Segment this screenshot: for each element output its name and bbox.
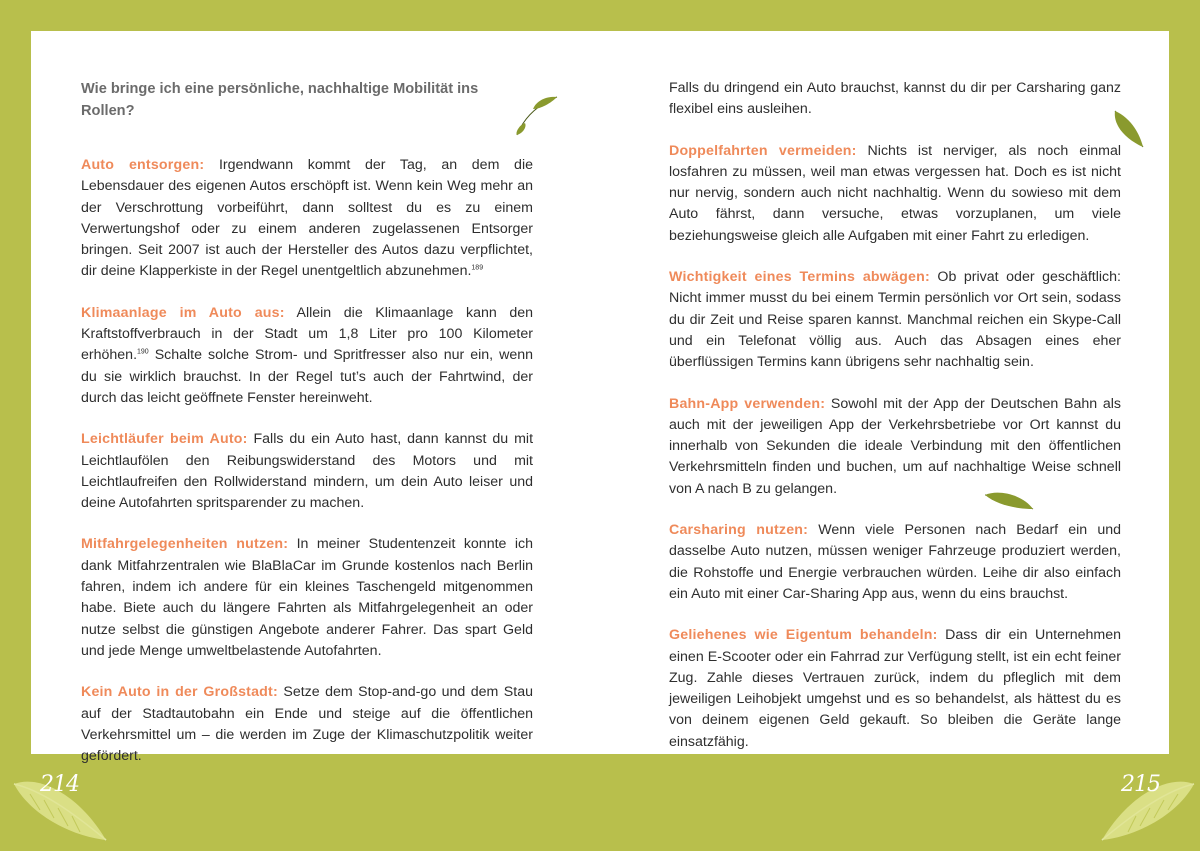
tip-text: In meiner Studentenzeit konnte ich dank Mitfahrzentralen wie BlaBlaCar im Grunde kostenlos nach Berlin fahren, indem ich andere für ein kleines Taschengeld mitgenommen habe. Biete auch du längere Fahrten als Mitfahrgelegenheit an oder nutze selbst die günstigen Angebote anderer Fahrer. Das spart Geld und jede Menge umweltbelastende Autofahrten. [81,536,533,659]
tip-paragraph [81,303,533,409]
right-page-column [669,78,1121,773]
tip-text: Nichts ist nerviger, als noch einmal losfahren zu müssen, weil man etwas vergessen hat. Doch es ist nicht nur nervig, sondern auch nicht nachhaltig. Wenn du sowieso mit dem Auto fährst, dann versuche, etwas vorzuplanen, um viele beziehungsweise gleich alle Aufgaben mit einer Fahrt zu erledigen. [669,142,1121,244]
tip-text: Sowohl mit der App der Deutschen Bahn als auch mit der jeweiligen App der Verkehrsbetriebe vor Ort kannst du innerhalb von Sekunden die ideale Verbindung mit den öffentlichen Verkehrsmitteln finden und buchen, um auf nachhaltige Weise schnell von A nach B zu gelangen. [669,395,1122,497]
tip-text: Setze dem Stop-and-go und dem Stau auf der Stadtautobahn ein Ende und steige auf die öffentlichen Verkehrsmittel um – die werden im Zuge der Klimaschutzpolitik weiter gefördert. [81,684,533,765]
tip-keyword: Kein Auto in der Großstadt: [81,684,278,701]
leaf-icon [1111,109,1145,149]
tip-paragraph [81,429,533,514]
tip-paragraph [669,267,1121,373]
left-page-column [81,78,533,787]
tip-keyword: Doppelfahrten vermeiden: [669,142,857,159]
tip-keyword: Klimaanlage im Auto aus: [81,304,285,321]
tip-keyword: Mitfahrgelegenheiten nutzen: [81,536,289,553]
tip-text: Wenn viele Personen nach Bedarf ein und dasselbe Auto nutzen, müssen weniger Fahrzeuge produziert werden, die Rohstoffe und Energie verbrauchen würden. Leihe dir also einfach ein Auto mit einer Car-Sharing App aus, wenn du eins brauchst. [669,522,1122,602]
continuation-paragraph: Falls du dringend ein Auto brauchst, kannst du dir per Carsharing ganz flexibel eins ausleihen. [669,80,1121,118]
tip-paragraph [81,682,533,767]
footnote-ref: 190 [137,348,149,356]
tip-keyword: Bahn-App verwenden: [669,395,826,412]
tip-keyword: Wichtigkeit eines Termins abwägen: [669,269,930,286]
tip-paragraph [81,155,533,283]
tip-keyword: Geliehenes wie Eigentum behandeln: [669,627,938,644]
tip-paragraph [669,520,1121,605]
leaf-icon [515,95,559,137]
tip-text: Falls du ein Auto hast, dann kannst du mit Leichtlaufölen den Reibungswiderstand des Motors und mit Leichtlaufreifen den Rollwiderstand mindern, um dein Auto leiser und deine Autofahrten spritsparender zu machen. [81,431,534,512]
leaf-icon [983,489,1035,511]
section-heading: Wie bringe ich eine persönliche, nachhaltige Mobilität ins Rollen? [81,81,479,119]
tip-text: Ob privat oder geschäftlich: Nicht immer musst du bei einem Termin persönlich vor Ort sein, sodass du dir Zeit und Reise sparen kannst. Manchmal reichen ein Skype-Call und ein Telefonat völlig aus. Auch das Absagen eines eher überflüssigen Termins kann übrigens sehr nachhaltig sein. [669,269,1121,371]
tip-paragraph [669,394,1121,500]
tip-text: Allein die Klimaanlage kann den Kraftstoffverbrauch in der Stadt um 1,8 Liter pro 100 Kilometer erhöhen. [81,304,533,364]
tip-text-continued: Schalte solche Strom- und Spritfresser also nur ein, wenn du sie wirklich brauchst. In der Regel tut’s auch der Fahrtwind, der durch das leicht geöffnete Fenster hereinweht. [81,347,533,406]
tip-keyword: Leichtläufer beim Auto: [81,431,248,448]
tip-keyword: Carsharing nutzen: [669,522,809,539]
tip-paragraph [669,141,1121,247]
tip-keyword: Auto entsorgen: [81,157,205,173]
footnote-ref: 189 [471,264,484,272]
book-spread [31,31,1169,765]
page-number-right: 215 [1121,772,1160,797]
tip-paragraph [81,534,533,662]
page-number-left: 214 [40,772,79,797]
tip-paragraph [669,625,1121,753]
tip-text: Irgendwann kommt der Tag, an dem die Lebensdauer des eigenen Autos erschöpft ist. Wenn kein Weg mehr an der Verschrottung vorbeiführt, dann solltest du es zu einem Verwertungshof oder zu einem anderen zugelassenen Entsorger bringen. Seit 2007 ist auch der Hersteller des Autos dazu verpflichtet, dir deine Klapperkiste in der Regel unentgeltlich abzunehmen. [81,157,533,280]
tip-text: Dass dir ein Unternehmen einen E-Scooter oder ein Fahrrad zur Verfügung stellt, ist ein echt feiner Zug. Zahle dieses Vertrauen zurück, indem du pfleglich mit dem jeweiligen Leihobjekt umgehst und es so behandelst, als hättest du es von deinem eigenen Geld gekauft. So bleiben die Geräte lange einsatzfähig. [669,627,1121,750]
